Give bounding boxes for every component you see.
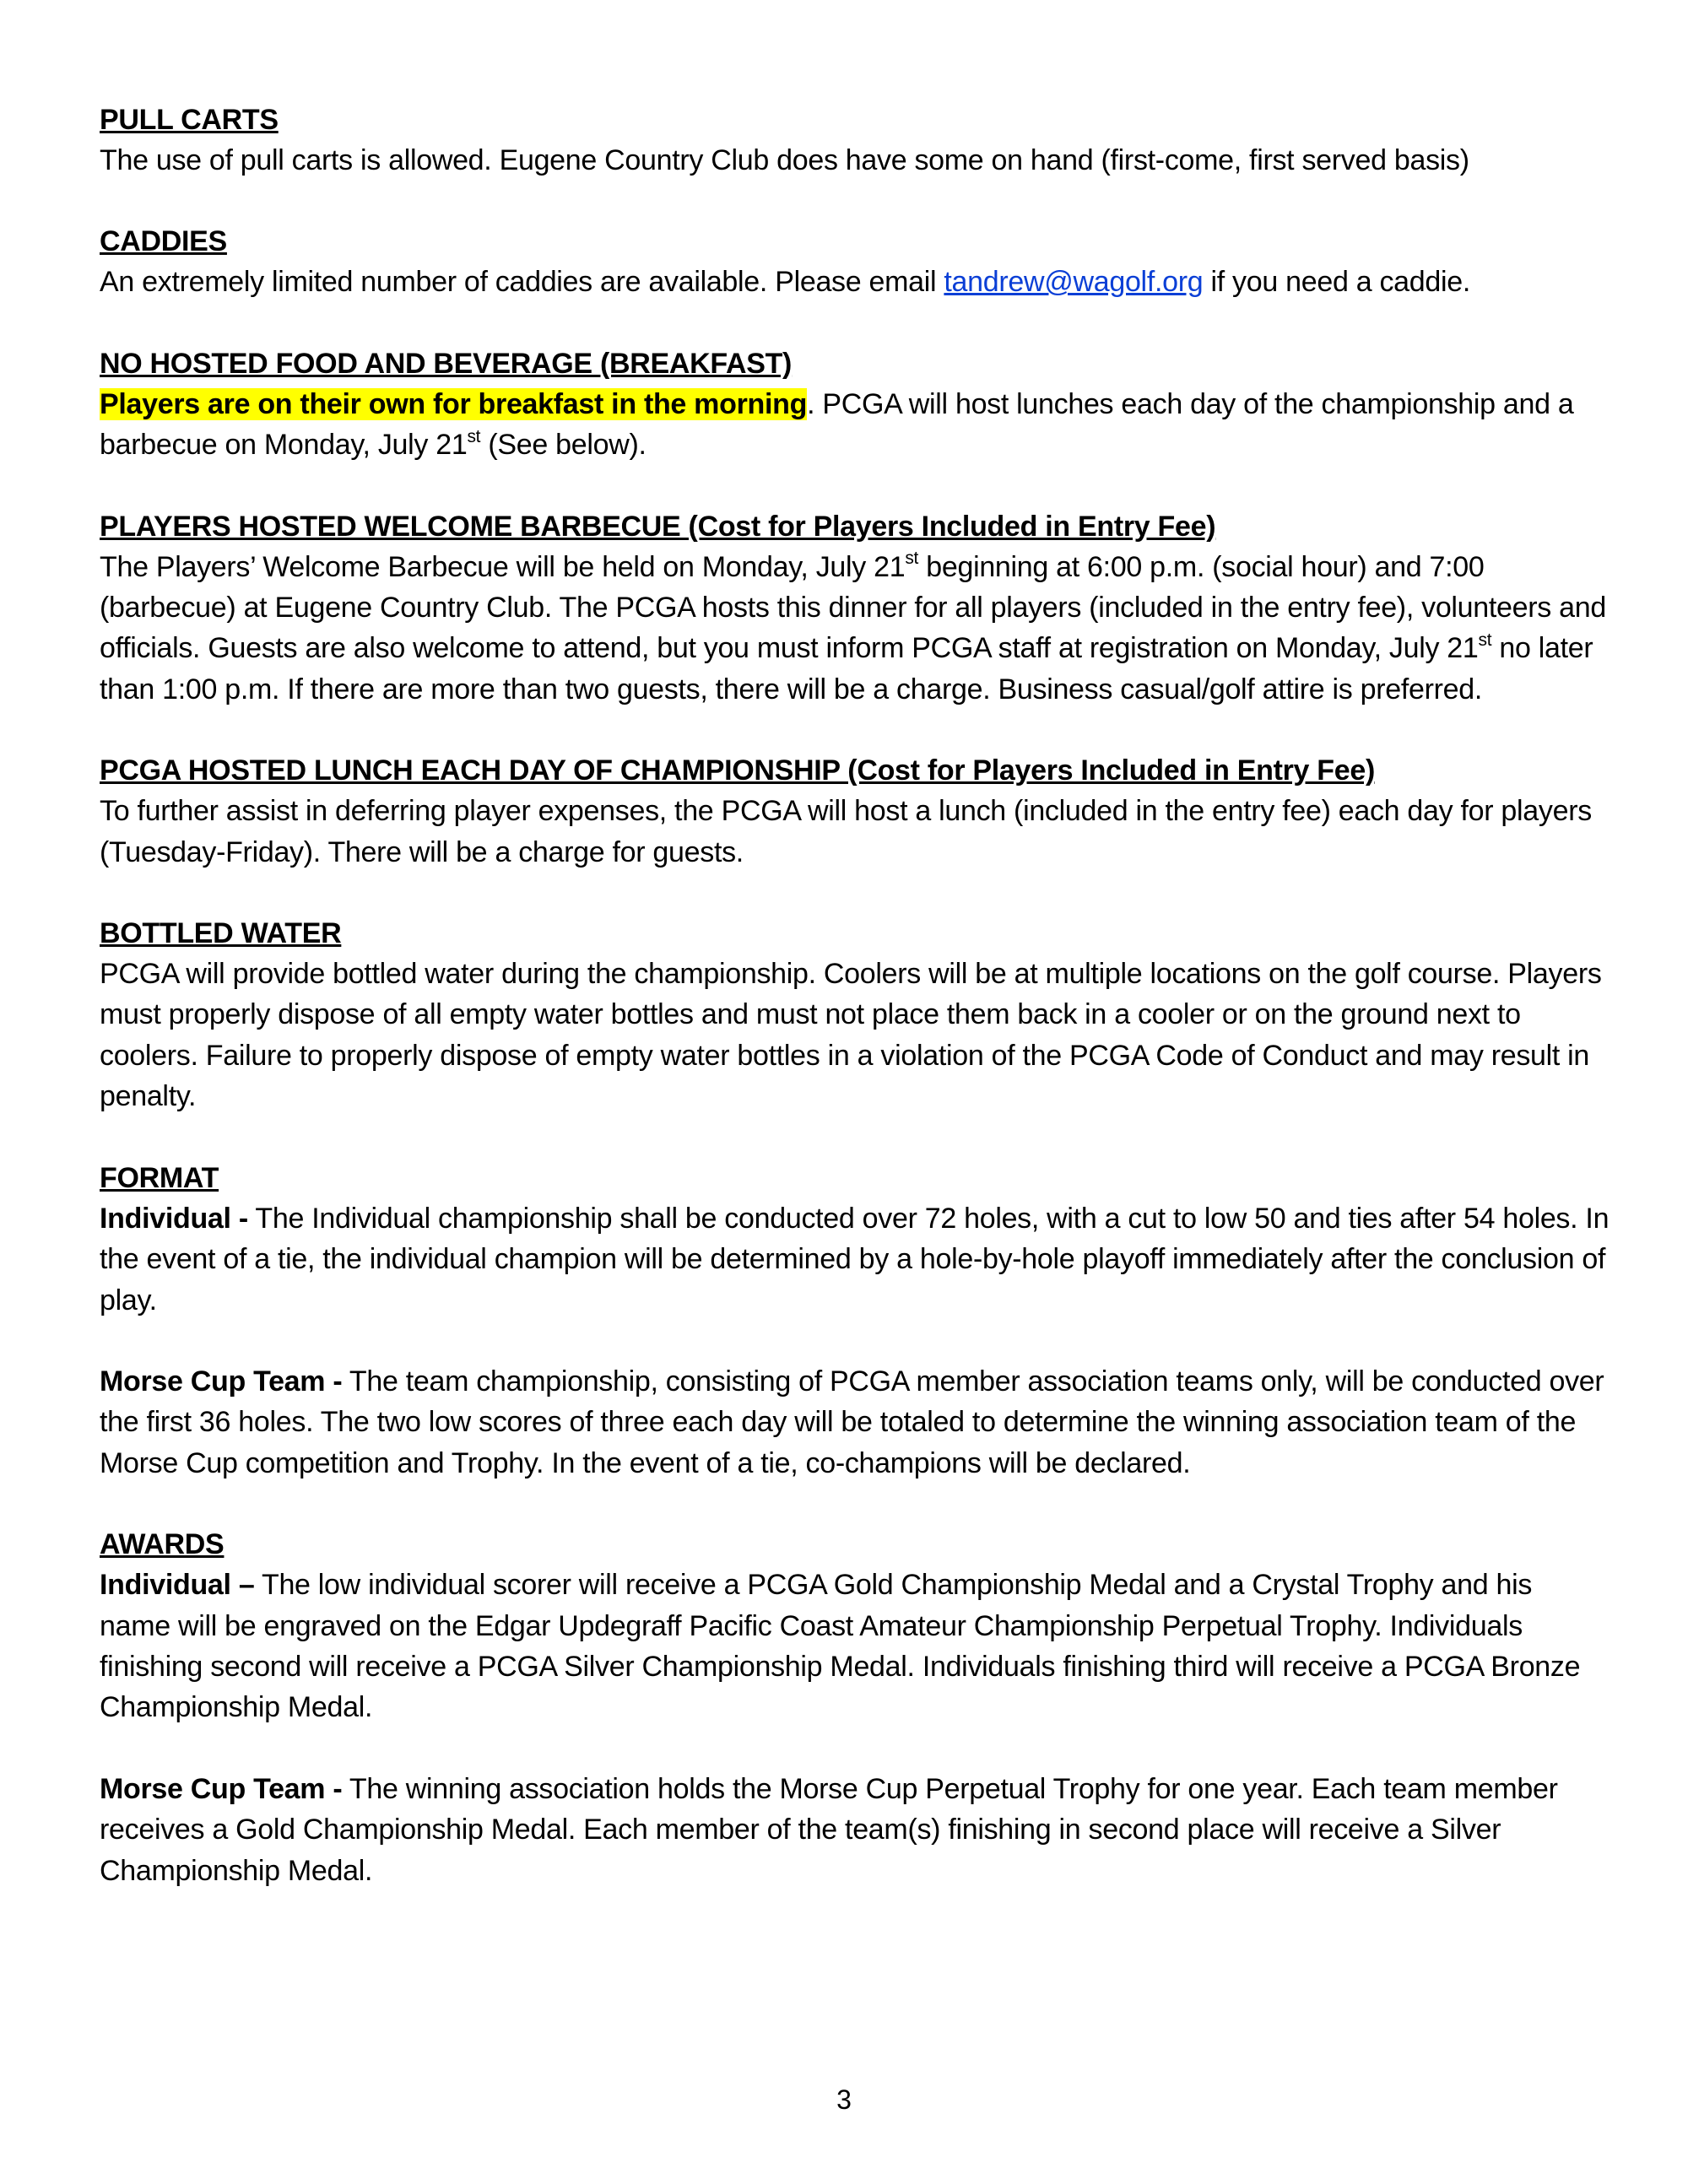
format-individual-body: The Individual championship shall be conducted over 72 holes, with a cut to low 50 and ties after 54 holes. In the event of a tie, the individual champion will be determined by a hole-by-hole playoff immediately after the conclusion of play. bbox=[100, 1202, 1610, 1316]
format-heading: FORMAT bbox=[100, 1161, 219, 1194]
barbecue-body-2: beginning at 6:00 p.m. (social hour) and 7:00 (barbecue) at Eugene Country Club. The PCGA hosts this dinner for all players (included in the entry fee), volunteers and officials. Guests are also welcome to attend, but you must inform PCGA staff at registration on Monday, July 21 bbox=[100, 550, 1606, 665]
caddies-heading: CADDIES bbox=[100, 225, 227, 258]
section-breakfast bbox=[100, 343, 1610, 466]
lunch-heading: PCGA HOSTED LUNCH EACH DAY OF CHAMPIONSHIP (Cost for Players Included in Entry Fee) bbox=[100, 754, 1375, 787]
barbecue-body-3: no later than 1:00 p.m. If there are more than two guests, there will be a charge. Business casual/golf attire is preferred. bbox=[100, 632, 1593, 705]
section-awards bbox=[100, 1524, 1610, 1891]
breakfast-highlight: Players are on their own for breakfast in the morning bbox=[100, 387, 808, 420]
format-individual-label: Individual - bbox=[100, 1202, 248, 1235]
breakfast-sup: st bbox=[467, 426, 481, 446]
breakfast-body-2: (See below). bbox=[480, 429, 647, 462]
awards-team bbox=[100, 1769, 1610, 1891]
breakfast-body bbox=[100, 384, 1610, 466]
barbecue-body bbox=[100, 547, 1610, 711]
format-team-body: The team championship, consisting of PCGA member association teams only, will be conducted over the first 36 holes. The two low scores of three each day will be totaled to determine the winning association team of the Morse Cup competition and Trophy. In the event of a tie, co-champions will be declared. bbox=[100, 1365, 1604, 1479]
awards-heading: AWARDS bbox=[100, 1528, 225, 1561]
awards-team-label: Morse Cup Team - bbox=[100, 1772, 343, 1805]
barbecue-sup-1: st bbox=[905, 549, 919, 569]
pull-carts-body: The use of pull carts is allowed. Eugene Country Club does have some on hand (first-come, first served basis) bbox=[100, 144, 1469, 176]
barbecue-sup-2: st bbox=[1478, 630, 1492, 651]
caddie-email-link[interactable]: tandrew@wagolf.org bbox=[944, 266, 1204, 299]
section-pull-carts bbox=[100, 100, 1610, 181]
section-barbecue bbox=[100, 506, 1610, 711]
section-lunch bbox=[100, 750, 1610, 873]
section-format bbox=[100, 1158, 1610, 1484]
awards-individual-body: The low individual scorer will receive a PCGA Gold Championship Medal and a Crystal Trophy and his name will be engraved on the Edgar Updegraff Pacific Coast Amateur Championship Perpetual Trophy. Individuals finishing second will receive a PCGA Silver Championship Medal. Individuals finishing third will receive a PCGA Bronze Championship Medal. bbox=[100, 1569, 1581, 1724]
format-team bbox=[100, 1361, 1610, 1484]
format-team-label: Morse Cup Team - bbox=[100, 1365, 343, 1397]
awards-individual bbox=[100, 1565, 1610, 1728]
awards-team-body: The winning association holds the Morse Cup Perpetual Trophy for one year. Each team member receives a Gold Championship Medal. Each member of the team(s) finishing in second place will receive a Silver Championship Medal. bbox=[100, 1772, 1558, 1887]
format-individual bbox=[100, 1198, 1610, 1321]
awards-individual-label: Individual – bbox=[100, 1569, 255, 1602]
barbecue-heading: PLAYERS HOSTED WELCOME BARBECUE (Cost for Players Included in Entry Fee) bbox=[100, 510, 1216, 543]
breakfast-body-1: . PCGA will host lunches each day of the championship and a barbecue on Monday, July 21 bbox=[100, 387, 1574, 462]
page-number: 3 bbox=[836, 2084, 852, 2115]
section-bottled-water bbox=[100, 913, 1610, 1117]
pull-carts-heading: PULL CARTS bbox=[100, 104, 279, 136]
water-heading: BOTTLED WATER bbox=[100, 917, 342, 950]
section-caddies bbox=[100, 221, 1610, 302]
caddies-body-start: An extremely limited number of caddies are available. Please email bbox=[100, 266, 944, 299]
lunch-body: To further assist in deferring player expenses, the PCGA will host a lunch (included in the entry fee) each day for players (Tuesday-Friday). There will be a charge for guests. bbox=[100, 795, 1592, 868]
breakfast-heading: NO HOSTED FOOD AND BEVERAGE (BREAKFAST) bbox=[100, 347, 793, 380]
water-body: PCGA will provide bottled water during the championship. Coolers will be at multiple locations on the golf course. Players must properly dispose of all empty water bottles and must not place them back in a cooler or on the ground next to coolers. Failure to properly dispose of empty water bottles in a violation of the PCGA Code of Conduct and may result in penalty. bbox=[100, 958, 1602, 1113]
caddies-body-end: if you need a caddie. bbox=[1203, 266, 1470, 299]
barbecue-body-1: The Players’ Welcome Barbecue will be held on Monday, July 21 bbox=[100, 550, 906, 583]
page-content bbox=[100, 100, 1610, 1932]
caddies-body bbox=[100, 262, 1610, 302]
